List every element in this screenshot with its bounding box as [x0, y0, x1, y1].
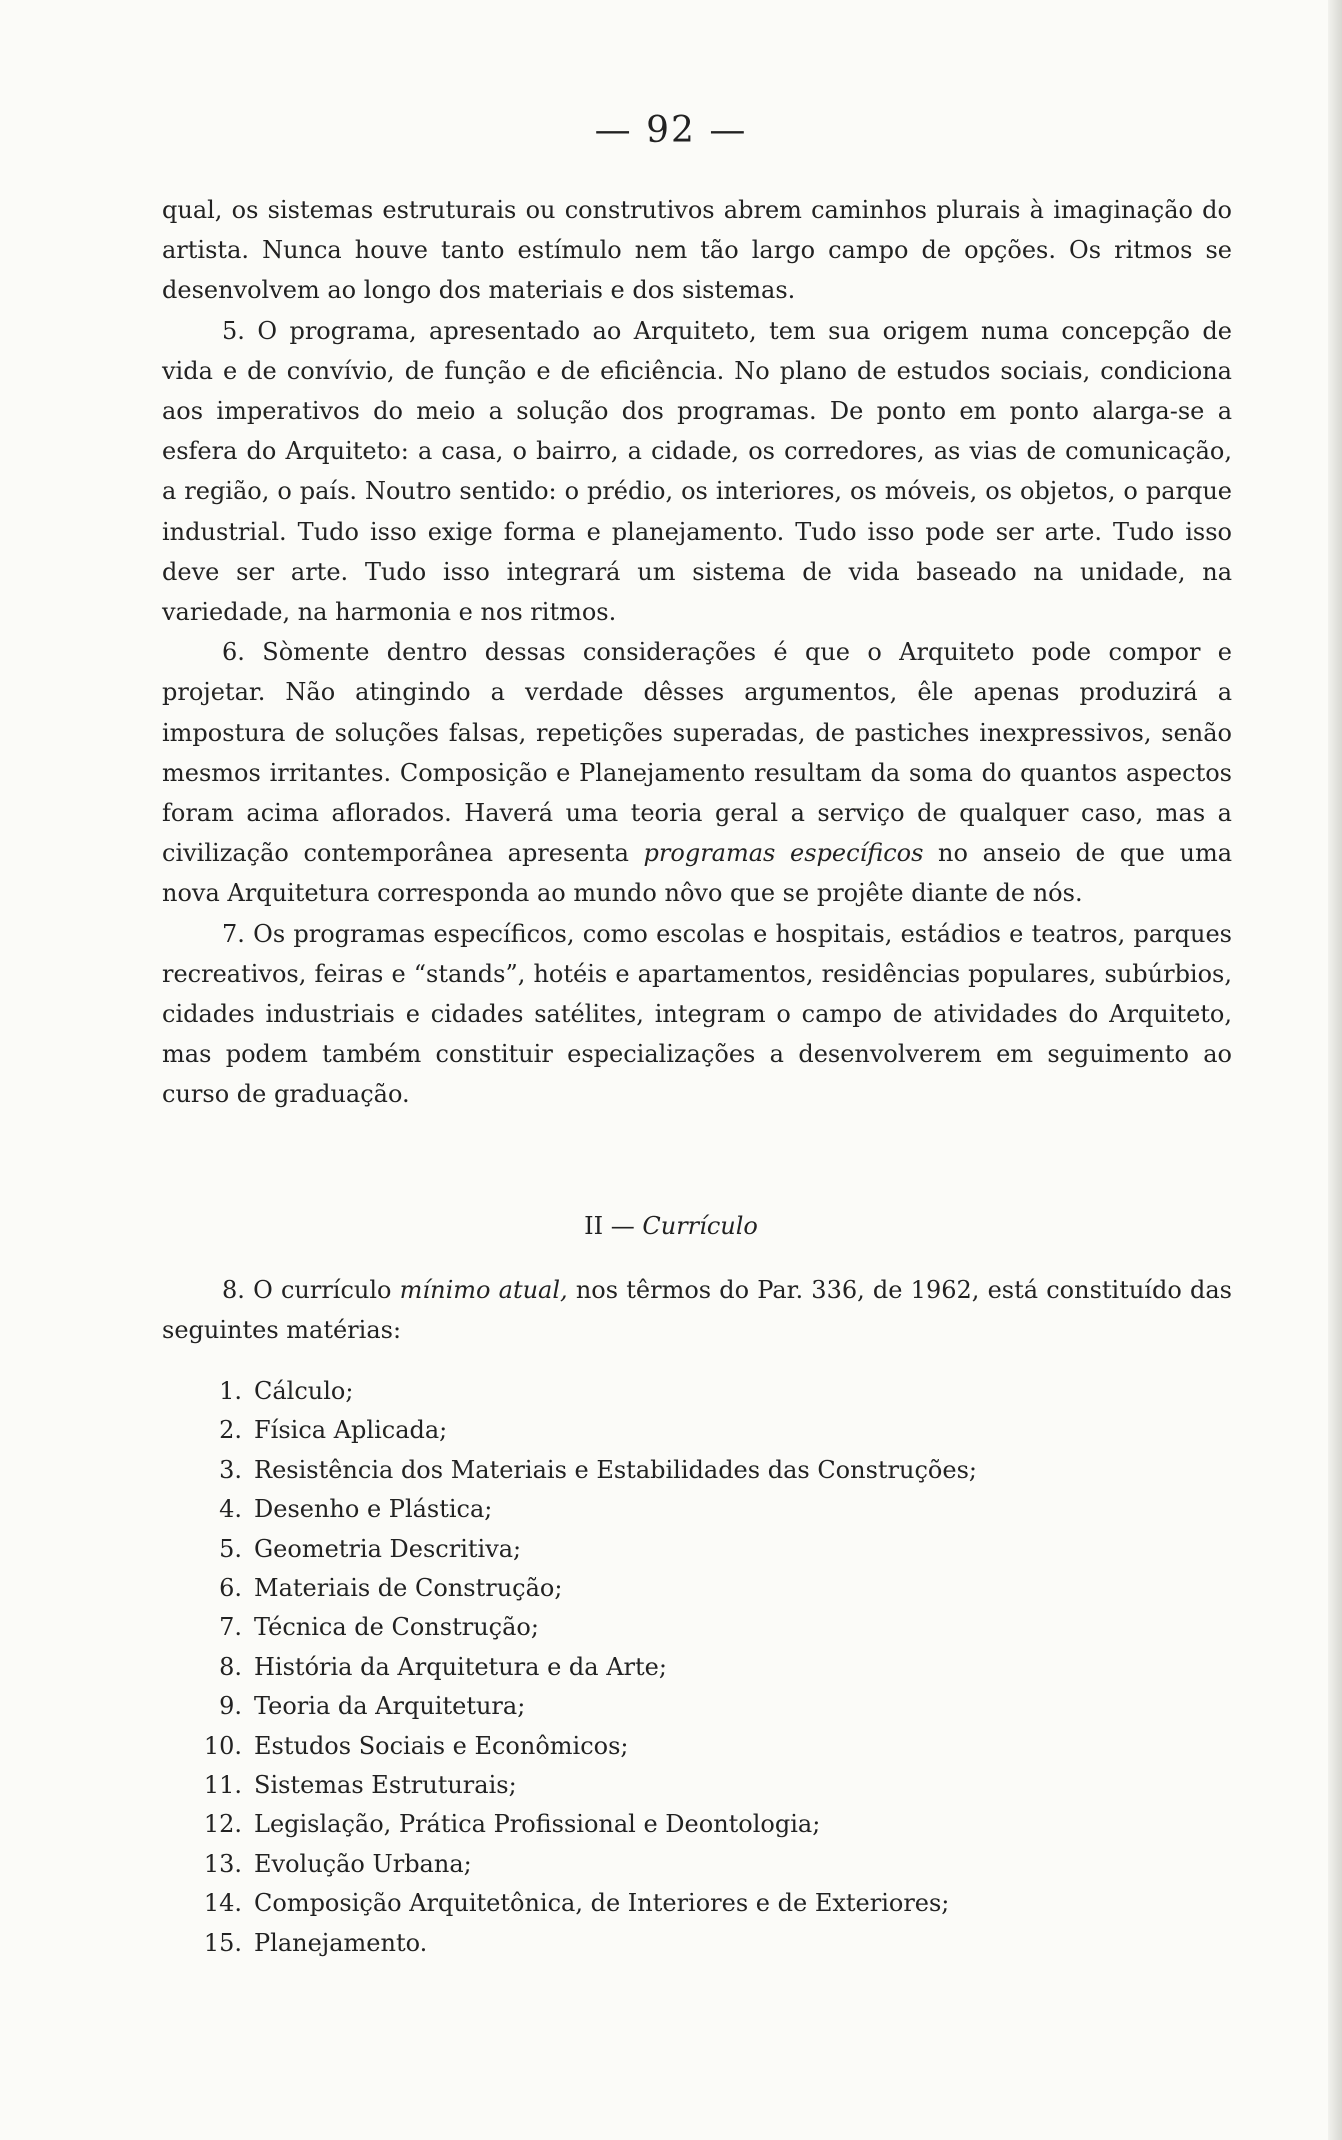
list-item-number: 12. — [203, 1810, 242, 1839]
paragraph-8 — [162, 1270, 1232, 1350]
list-item — [162, 1411, 977, 1450]
list-item-number: 6. — [219, 1574, 242, 1603]
list-item-number: 13. — [203, 1849, 242, 1878]
list-item-number: 11. — [203, 1771, 242, 1800]
paragraph-5: 5. O programa, apresentado ao Arquiteto, tem sua origem numa concepção de vida e de convívio, de função e de eficiência. No plano de estudos sociais, condiciona aos imperativos do meio a solução dos programas. De ponto em ponto alarga-se a esfera do Arquiteto: a casa, o bairro, a cidade, os corredores, as vias de comunicação, a região, o país. Noutro sentido: o prédio, os interiores, os móveis, os objetos, o parque industrial. Tudo isso exige forma e planejamento. Tudo isso pode ser arte. Tudo isso deve ser arte. Tudo isso integrará um sistema de vida baseado na unidade, na variedade, na harmonia e nos ritmos. — [162, 316, 1232, 627]
list-item-number: 9. — [219, 1692, 242, 1721]
paragraph-6-italic: programas específicos — [643, 839, 924, 868]
list-item-text: Física Aplicada; — [254, 1416, 448, 1445]
paragraph-6-text-b: no anseio de que uma nova Arquitetura corresponda ao mundo nôvo que se projête diante de nós. — [162, 839, 1233, 908]
paragraph-continuation: qual, os sistemas estruturais ou construtivos abrem caminhos plurais à imaginação do artista. Nunca houve tanto estímulo nem tão largo campo de opções. Os ritmos se desenvolvem ao longo dos materiais e dos sistemas. — [162, 196, 1232, 305]
list-item-number: 2. — [219, 1416, 242, 1445]
list-item — [162, 1766, 977, 1805]
page-edge — [1328, 0, 1342, 2140]
list-item-text: História da Arquitetura e da Arte; — [254, 1652, 667, 1681]
list-item — [162, 1490, 977, 1529]
list-item-text: Estudos Sociais e Econômicos; — [254, 1731, 629, 1760]
curriculum-list — [162, 1372, 977, 1963]
list-item-text: Materiais de Construção; — [254, 1574, 563, 1603]
list-item — [162, 1924, 977, 1963]
list-item — [162, 1687, 977, 1726]
list-item-text: Técnica de Construção; — [254, 1613, 539, 1642]
list-item-text: Sistemas Estruturais; — [254, 1771, 517, 1800]
list-item-number: 3. — [219, 1455, 242, 1484]
list-item-text: Desenho e Plástica; — [254, 1495, 493, 1524]
body-text — [162, 190, 1232, 1115]
section-heading — [0, 1212, 1342, 1240]
paragraph-6-text-a: 6. Sòmente dentro dessas considerações é que o Arquiteto pode compor e projetar. Não atingindo a verdade dêsses argumentos, êle apenas produzirá a impostura de soluções falsas, repetições superadas, de pastiches inexpressivos, senão mesmos irritantes. Composição e Planejamento resultam da soma do quantos aspectos foram acima aflorados. Haverá uma teoria geral a serviço de qualquer caso, mas a civilização contemporânea apresenta — [162, 638, 1232, 868]
list-item — [162, 1530, 977, 1569]
list-item-text: Composição Arquitetônica, de Interiores e de Exteriores; — [254, 1889, 950, 1918]
list-item-text: Planejamento. — [254, 1928, 428, 1957]
list-item — [162, 1608, 977, 1647]
list-item — [162, 1805, 977, 1844]
list-item-text: Teoria da Arquitetura; — [254, 1692, 526, 1721]
list-item-text: Legislação, Prática Profissional e Deontologia; — [254, 1810, 821, 1839]
list-item-number: 10. — [203, 1731, 242, 1760]
list-item-text: Cálculo; — [254, 1377, 354, 1405]
section-roman: II — — [584, 1212, 635, 1240]
paragraph-7: 7. Os programas específicos, como escolas e hospitais, estádios e teatros, parques recreativos, feiras e “stands”, hotéis e apartamentos, residências populares, subúrbios, cidades industriais e cidades satélites, integram o campo de atividades do Arquiteto, mas podem também constituir especializações a desenvolverem em seguimento ao curso de graduação. — [162, 919, 1232, 1109]
list-item-number: 15. — [203, 1928, 242, 1957]
list-item-number: 7. — [219, 1613, 242, 1642]
paragraph-6 — [162, 632, 1232, 913]
paragraph-8-text-b: nos têrmos do Par. 336, de 1962, está constituído das seguintes matérias: — [162, 1276, 1232, 1345]
list-item — [162, 1884, 977, 1923]
section-title: Currículo — [642, 1212, 758, 1240]
list-item-text: Geometria Descritiva; — [254, 1534, 522, 1563]
list-item — [162, 1451, 977, 1490]
list-item-number: 1. — [219, 1377, 242, 1405]
list-item-number: 14. — [203, 1889, 242, 1918]
list-item — [162, 1372, 977, 1411]
list-item — [162, 1845, 977, 1884]
list-item — [162, 1569, 977, 1608]
list-item — [162, 1648, 977, 1687]
page-number: — 92 — — [594, 110, 748, 151]
list-item-number: 8. — [219, 1652, 242, 1681]
paragraph-8-text-a: 8. O currículo — [222, 1276, 400, 1304]
list-item-text: Evolução Urbana; — [254, 1849, 472, 1878]
list-item-text: Resistência dos Materiais e Estabilidades das Construções; — [254, 1455, 977, 1484]
list-item-number: 5. — [219, 1534, 242, 1563]
list-item — [162, 1727, 977, 1766]
list-item-number: 4. — [219, 1495, 242, 1524]
paragraph-8-italic: mínimo atual, — [399, 1276, 568, 1304]
